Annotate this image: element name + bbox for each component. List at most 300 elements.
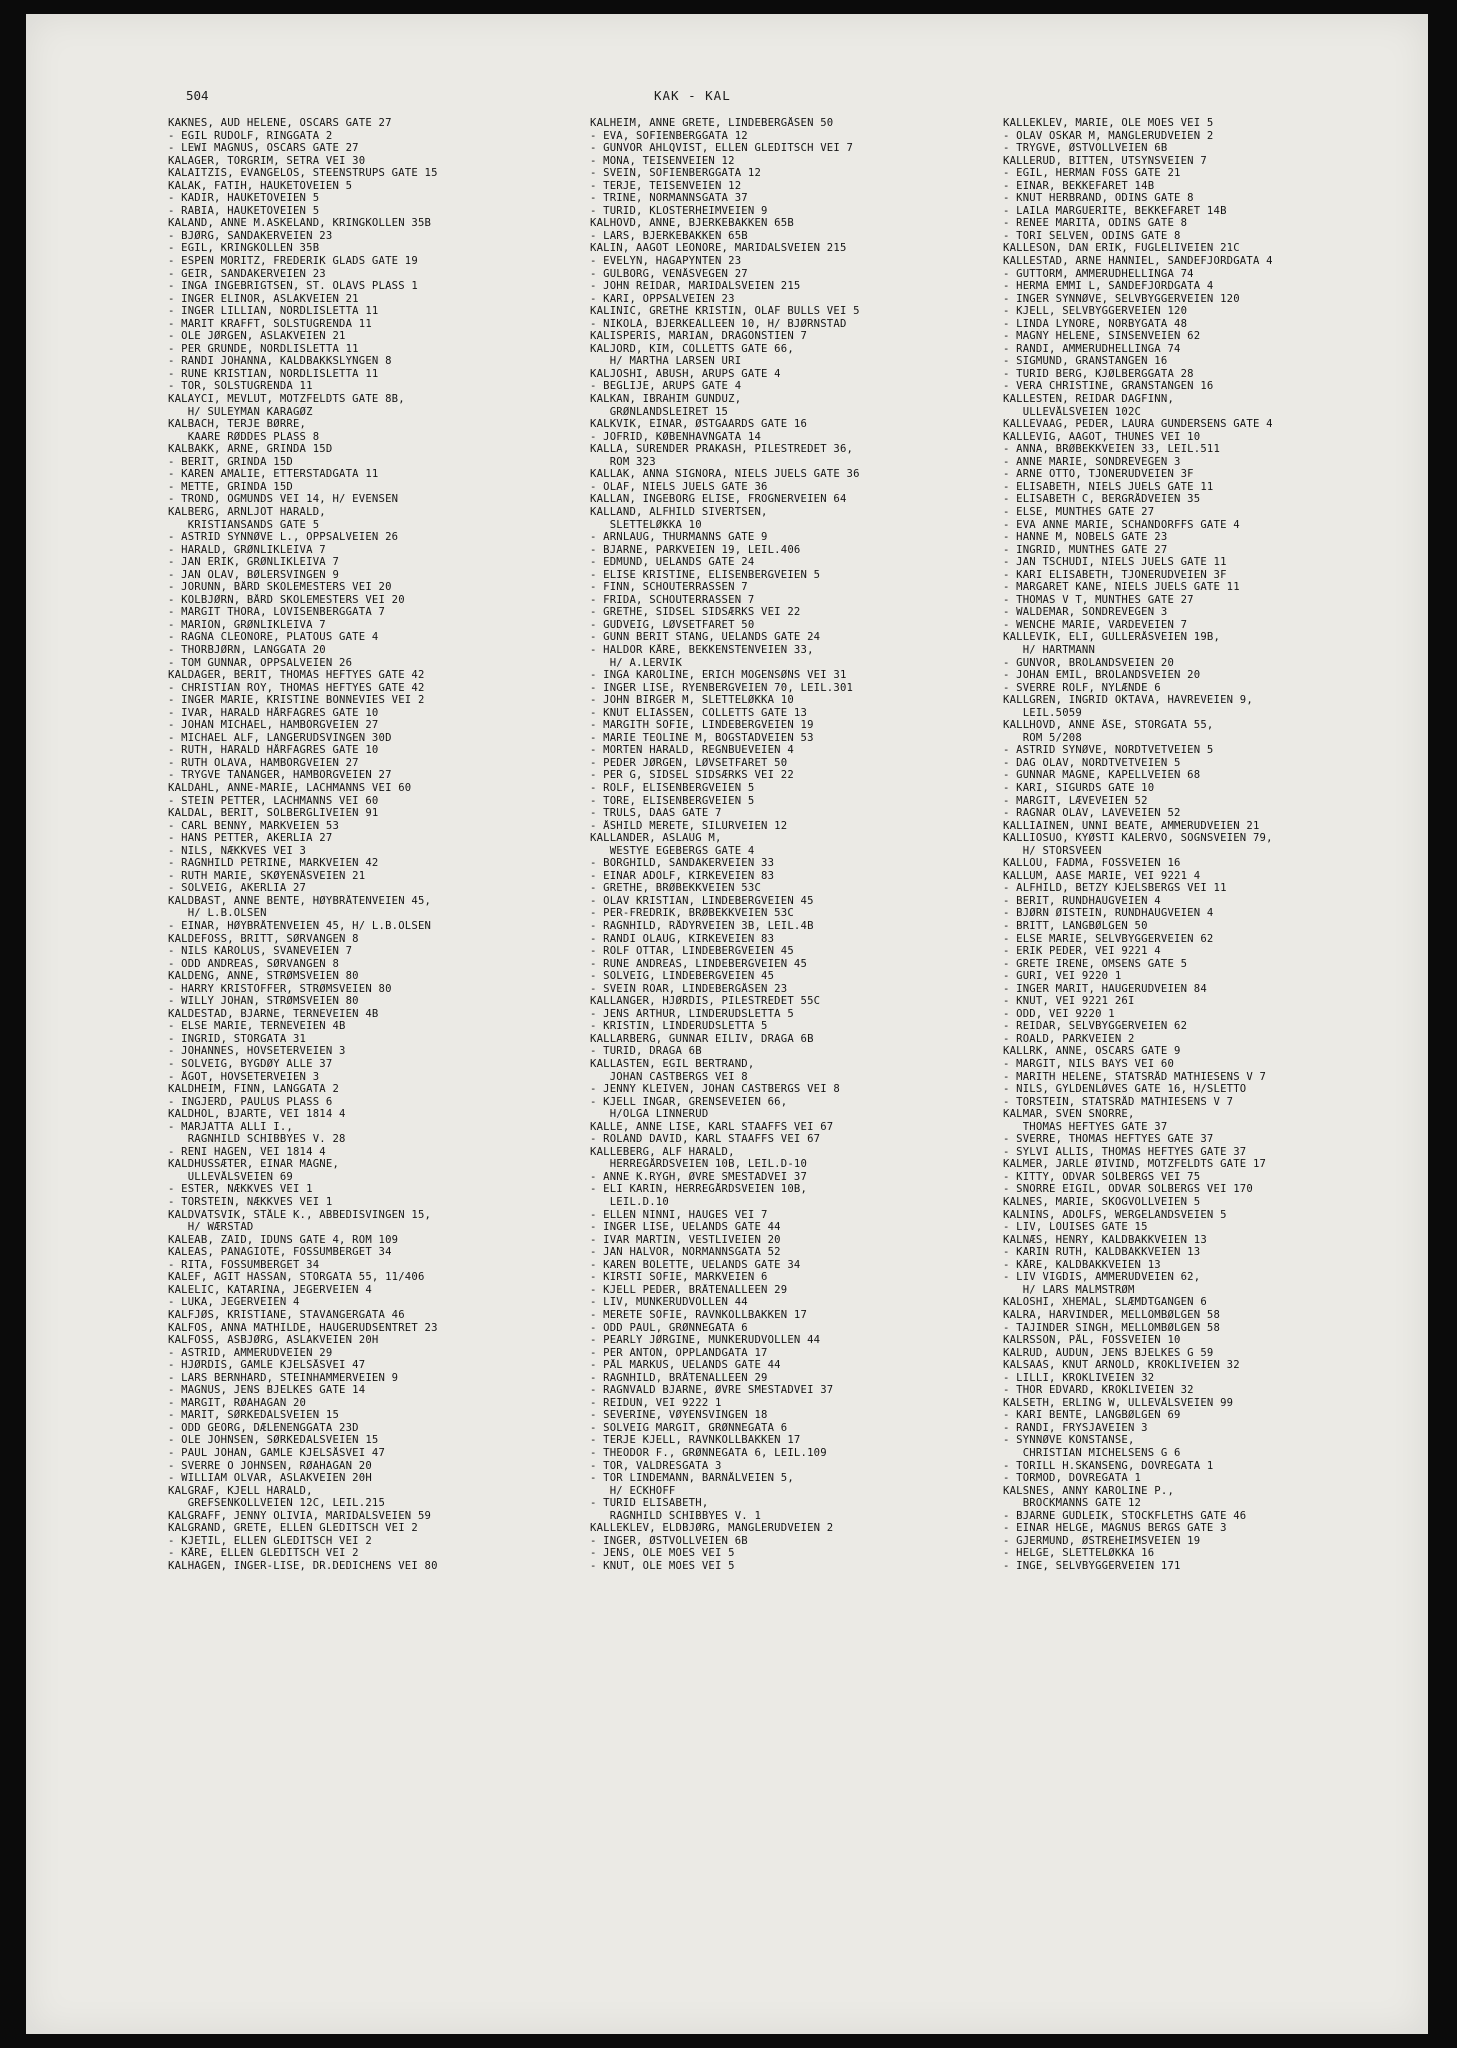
directory-entry: HERREGÅRDSVEIEN 10B, LEIL.D-10 [590, 1158, 808, 1171]
directory-entry: - TURID BERG, KJØLBERGGATA 28 [1003, 367, 1194, 380]
directory-entry: - SIGMUND, GRANSTANGEN 16 [1003, 355, 1168, 368]
directory-entry: - ELI KARIN, HERREGÅRDSVEIEN 10B, [590, 1183, 808, 1196]
directory-entry: KALLASTEN, EGIL BERTRAND, [590, 1058, 755, 1071]
directory-entry: - INGER LILLIAN, NORDLISLETTA 11 [168, 305, 379, 318]
directory-entry: - OLAF, NIELS JUELS GATE 36 [590, 480, 768, 493]
directory-entry: KALLEVIG, AAGOT, THUNES VEI 10 [1003, 430, 1201, 443]
directory-entry: KALSNES, ANNY KAROLINE P., [1003, 1484, 1175, 1497]
directory-entry: - HELGE, SLETTELØKKA 16 [1003, 1547, 1155, 1560]
directory-entry: - ASTRID SYNNØVE L., OPPSALVEIEN 26 [168, 531, 399, 544]
directory-entry: H/ ECKHOFF [590, 1484, 676, 1497]
directory-entry: - HANNE M, NOBELS GATE 23 [1003, 531, 1168, 544]
directory-entry: - WILLIAM OLVAR, ASLAKVEIEN 20H [168, 1472, 372, 1485]
directory-entry: - MORTEN HARALD, REGNBUEVEIEN 4 [590, 744, 794, 757]
directory-entry: - JOFRID, KØBENHAVNGATA 14 [590, 430, 762, 443]
directory-entry: - SYLVI ALLIS, THOMAS HEFTYES GATE 37 [1003, 1145, 1247, 1158]
directory-entry: - OLE JØRGEN, ASLAKVEIEN 21 [168, 330, 346, 343]
directory-entry: - INGJERD, PAULUS PLASS 6 [168, 1095, 333, 1108]
directory-entry: - KRISTIN, LINDERUDSLETTA 5 [590, 1020, 768, 1033]
directory-entry: - MARGIT THORA, LOVISENBERGGATA 7 [168, 606, 386, 619]
directory-entry: - KNUT, VEI 9221 26I [1003, 995, 1135, 1008]
directory-entry: - ANNE MARIE, SONDREVEGEN 3 [1003, 455, 1181, 468]
directory-entry: KALDVATSVIK, STÅLE K., ABBEDISVINGEN 15, [168, 1208, 432, 1221]
directory-entry: - GJERMUND, ØSTREHEIMSVEIEN 19 [1003, 1534, 1201, 1547]
directory-entry: - KARIN RUTH, KALDBAKKVEIEN 13 [1003, 1246, 1201, 1259]
directory-entry: - ROALD, PARKVEIEN 2 [1003, 1032, 1135, 1045]
directory-entry: - JENS ARTHUR, LINDERUDSLETTA 5 [590, 1007, 794, 1020]
directory-entry: - FINN, SCHOUTERRASSEN 7 [590, 581, 748, 594]
directory-entry: - INGRID, MUNTHES GATE 27 [1003, 543, 1168, 556]
directory-entry: H/ A.LERVIK [590, 656, 683, 669]
directory-entry: - IVAR, HARALD HÅRFAGRES GATE 10 [168, 706, 379, 719]
directory-entry: - LARS BERNHARD, STEINHAMMERVEIEN 9 [168, 1371, 399, 1384]
directory-entry: KALFJØS, KRISTIANE, STAVANGERGATA 46 [168, 1308, 405, 1321]
directory-entry: KALAGER, TORGRIM, SETRA VEI 30 [168, 154, 366, 167]
directory-entry: KALBAKK, ARNE, GRINDA 15D [168, 443, 333, 456]
directory-entry: - ÅSHILD MERETE, SILURVEIEN 12 [590, 819, 788, 832]
directory-entry: - KÅRE, ELLEN GLEDITSCH VEI 2 [168, 1547, 359, 1560]
directory-entry: - THORBJØRN, LANGGATA 20 [168, 643, 326, 656]
directory-entry: - GRETE IRENE, OMSENS GATE 5 [1003, 957, 1188, 970]
directory-entry: - MARGIT, RØAHAGAN 20 [168, 1396, 307, 1409]
directory-entry: H/ HARTMANN [1003, 643, 1096, 656]
directory-entry: - SVERRE O JOHNSEN, RØAHAGAN 20 [168, 1459, 372, 1472]
directory-entry: - KADIR, HAUKETOVEIEN 5 [168, 192, 320, 205]
directory-entry: - LIV, LOUISES GATE 15 [1003, 1221, 1148, 1234]
directory-entry: KALLHOVD, ANNE ÅSE, STORGATA 55, [1003, 719, 1214, 732]
directory-entry: - JAN TSCHUDI, NIELS JUELS GATE 11 [1003, 556, 1227, 569]
directory-entry: - BJARNE GUDLEIK, STOCKFLETHS GATE 46 [1003, 1509, 1247, 1522]
directory-entry: - EINAR, HØYBRÅTENVEIEN 45, H/ L.B.OLSEN [168, 920, 432, 932]
directory-entry: KALLGREN, INGRID OKTAVA, HAVREVEIEN 9, [1003, 694, 1253, 707]
directory-entry: - TAJINDER SINGH, MELLOMBØLGEN 58 [1003, 1321, 1221, 1334]
directory-entry: - EINAR HELGE, MAGNUS BERGS GATE 3 [1003, 1522, 1227, 1535]
directory-entry: - WENCHE MARIE, VARDEVEIEN 7 [1003, 618, 1188, 631]
directory-entry: KALIN, AAGOT LEONORE, MARIDALSVEIEN 215 [590, 242, 847, 255]
directory-entry: KALNES, MARIE, SKOGVOLLVEIEN 5 [1003, 1196, 1201, 1209]
directory-entry: - RANDI JOHANNA, KALDBAKKSLYNGEN 8 [168, 355, 392, 368]
directory-entry: KALAK, FATIH, HAUKETOVEIEN 5 [168, 179, 353, 192]
directory-entry: KALSETH, ERLING W, ULLEVÅLSVEIEN 99 [1003, 1396, 1234, 1409]
directory-entry: - HARRY KRISTOFFER, STRØMSVEIEN 80 [168, 982, 392, 995]
directory-entry: KALLIOSUO, KYØSTI KALERVO, SOGNSVEIEN 79, [1003, 832, 1273, 845]
directory-entry: KALDAGER, BERIT, THOMAS HEFTYES GATE 42 [168, 669, 425, 682]
directory-entry: - TRYGVE TANANGER, HAMBORGVEIEN 27 [168, 769, 392, 782]
directory-entry: - ALFHILD, BETZY KJELSBERGS VEI 11 [1003, 882, 1227, 895]
directory-entry: - TERJE KJELL, RAVNKOLLBAKKEN 17 [590, 1434, 801, 1447]
directory-entry: - MAGNUS, JENS BJELKES GATE 14 [168, 1384, 366, 1397]
directory-entry: - THEODOR F., GRØNNEGATA 6, LEIL.109 [590, 1446, 827, 1459]
directory-entry: - ELISE KRISTINE, ELISENBERGVEIEN 5 [590, 568, 821, 581]
directory-entry: - TOM GUNNAR, OPPSALVEIEN 26 [168, 656, 353, 669]
directory-entry: - EGIL, KRINGKOLLEN 35B [168, 242, 320, 255]
directory-entry: - INGRID, STORGATA 31 [168, 1032, 307, 1045]
directory-entry: - ELISABETH, NIELS JUELS GATE 11 [1003, 480, 1214, 493]
directory-entry: KALJOSHI, ABUSH, ARUPS GATE 4 [590, 367, 781, 380]
directory-entry: - LUKA, JEGERVEIEN 4 [168, 1296, 300, 1309]
directory-entry: - PAUL JOHAN, GAMLE KJELSÅSVEI 47 [168, 1446, 386, 1459]
directory-entry: KALBACH, TERJE BØRRE, [168, 418, 307, 431]
directory-entry: - KARI, SIGURDS GATE 10 [1003, 781, 1155, 794]
directory-entry: - THOR EDVARD, KROKLIVEIEN 32 [1003, 1384, 1194, 1397]
directory-entry: - CARL BENNY, MARKVEIEN 53 [168, 819, 340, 832]
directory-entry: - BERIT, GRINDA 15D [168, 455, 293, 468]
directory-entry: - KARI ELISABETH, TJONERUDVEIEN 3F [1003, 568, 1227, 581]
directory-entry: RAGNHILD SCHIBBYES V. 1 [590, 1509, 762, 1522]
directory-entry: - SOLVEIG, AKERLIA 27 [168, 882, 307, 895]
directory-entry: - EVELYN, HAGAPYNTEN 23 [590, 255, 742, 268]
directory-entry: - TRYGVE, ØSTVOLLVEIEN 6B [1003, 142, 1168, 155]
directory-entry: GREFSENKOLLVEIEN 12C, LEIL.215 [168, 1497, 386, 1510]
directory-entry: KALLEVAAG, PEDER, LAURA GUNDERSENS GATE 4 [1003, 418, 1273, 431]
directory-entry: KALRA, HARVINDER, MELLOMBØLGEN 58 [1003, 1308, 1221, 1321]
directory-entry: - NILS KAROLUS, SVANEVEIEN 7 [168, 945, 353, 958]
directory-entry: - VERA CHRISTINE, GRANSTANGEN 16 [1003, 380, 1214, 393]
directory-entry: - GULBORG, VENÅSVEGEN 27 [590, 267, 748, 280]
directory-entry: WESTYE EGEBERGS GATE 4 [590, 844, 755, 857]
directory-entry: KALDHUSSÆTER, EINAR MAGNE, [168, 1158, 340, 1171]
directory-entry: - KNUT HERBRAND, ODINS GATE 8 [1003, 192, 1194, 205]
directory-entry: KALLOU, FADMA, FOSSVEIEN 16 [1003, 857, 1181, 870]
directory-entry: - ESTER, NÆKKVES VEI 1 [168, 1183, 313, 1196]
directory-column-2 [590, 117, 1010, 1572]
directory-entry: - PER GRUNDE, NORDLISLETTA 11 [168, 342, 359, 355]
directory-entry: - KÅRE, KALDBAKKVEIEN 13 [1003, 1258, 1161, 1271]
directory-entry: - PER G, SIDSEL SIDSÆRKS VEI 22 [590, 769, 794, 782]
directory-entry: - WILLY JOHAN, STRØMSVEIEN 80 [168, 995, 359, 1008]
directory-entry: - NILS, NÆKKVES VEI 3 [168, 844, 307, 857]
directory-entry: - BJARNE, PARKVEIEN 19, LEIL.406 [590, 543, 801, 556]
directory-entry: KALLA, SURENDER PRAKASH, PILESTREDET 36, [590, 443, 854, 456]
directory-entry: - RAGNA CLEONORE, PLATOUS GATE 4 [168, 631, 379, 644]
directory-entry: - KAREN BOLETTE, UELANDS GATE 34 [590, 1258, 801, 1271]
directory-entry: - KOLBJØRN, BÅRD SKOLEMESTERS VEI 20 [168, 593, 405, 606]
directory-entry: - TERJE, TEISENVEIEN 12 [590, 179, 742, 192]
directory-entry: - GUNVOR AHLQVIST, ELLEN GLEDITSCH VEI 7 [590, 142, 854, 155]
directory-entry: KALMER, JARLE ØIVIND, MOTZFELDTS GATE 17 [1003, 1158, 1267, 1171]
directory-entry: - ARNE OTTO, TJONERUDVEIEN 3F [1003, 468, 1194, 481]
directory-entry: - JAN HALVOR, NORMANNSGATA 52 [590, 1246, 781, 1259]
directory-entry: - RAGNHILD, RÅDYRVEIEN 3B, LEIL.4B [590, 920, 814, 932]
directory-entry: - JENNY KLEIVEN, JOHAN CASTBERGS VEI 8 [590, 1083, 840, 1096]
directory-entry: ULLEVÅLSVEIEN 69 [168, 1170, 293, 1183]
directory-entry: KALMAR, SVEN SNORRE, [1003, 1108, 1135, 1121]
directory-entry: KALISPERIS, MARIAN, DRAGONSTIEN 7 [590, 330, 808, 343]
directory-entry: - OLAV KRISTIAN, LINDEBERGVEIEN 45 [590, 894, 814, 907]
directory-entry: - SYNNØVE KONSTANSE, [1003, 1434, 1135, 1447]
directory-entry: - JOHAN MICHAEL, HAMBORGVEIEN 27 [168, 719, 379, 732]
directory-entry: - KARI BENTE, LANGBØLGEN 69 [1003, 1409, 1181, 1422]
directory-entry: - THOMAS V T, MUNTHES GATE 27 [1003, 593, 1194, 606]
directory-entry: KALKAN, IBRAHIM GUNDUZ, [590, 393, 742, 406]
directory-entry: - EDMUND, UELANDS GATE 24 [590, 556, 755, 569]
directory-entry: KALAYCI, MEVLUT, MOTZFELDTS GATE 8B, [168, 393, 405, 406]
directory-entry: - MARITH HELENE, STATSRÅD MATHIESENS V 7 [1003, 1070, 1267, 1083]
directory-entry: - EGIL RUDOLF, RINGGATA 2 [168, 129, 333, 142]
directory-entry: - TORI SELVEN, ODINS GATE 8 [1003, 229, 1181, 242]
directory-entry: - LINDA LYNORE, NORBYGATA 48 [1003, 317, 1188, 330]
directory-entry: - KNUT, OLE MOES VEI 5 [590, 1559, 735, 1572]
directory-entry: - TOR LINDEMANN, BARNÅLVEIEN 5, [590, 1472, 794, 1485]
directory-entry: - TRULS, DAAS GATE 7 [590, 807, 722, 820]
directory-entry: - IVAR MARTIN, VESTLIVEIEN 20 [590, 1233, 781, 1246]
directory-entry: - EGIL, HERMAN FOSS GATE 21 [1003, 167, 1181, 180]
directory-entry: - MARGITH SOFIE, LINDEBERGVEIEN 19 [590, 719, 814, 732]
directory-entry: - PER ANTON, OPPLANDGATA 17 [590, 1346, 768, 1359]
directory-entry: - EVA ANNE MARIE, SCHANDORFFS GATE 4 [1003, 518, 1240, 531]
directory-entry: - TURID, DRAGA 6B [590, 1045, 702, 1058]
directory-entry: - ROLF OTTAR, LINDEBERGVEIEN 45 [590, 945, 794, 958]
directory-entry: KALOSHI, XHEMAL, SLÆMDTGANGEN 6 [1003, 1296, 1207, 1309]
directory-entry: KALGRAFF, JENNY OLIVIA, MARIDALSVEIEN 59 [168, 1509, 432, 1522]
directory-entry: - TORMOD, DOVREGATA 1 [1003, 1472, 1142, 1485]
directory-entry: - FRIDA, SCHOUTERRASSEN 7 [590, 593, 755, 606]
directory-entry: - TORSTEIN, NÆKKVES VEI 1 [168, 1196, 333, 1209]
directory-entry: - ASTRID SYNØVE, NORDTVETVEIEN 5 [1003, 744, 1214, 757]
directory-entry: KALEF, AGIT HASSAN, STORGATA 55, 11/406 [168, 1271, 425, 1284]
directory-entry: - RUNE KRISTIAN, NORDLISLETTA 11 [168, 367, 379, 380]
directory-entry: - RAGNVALD BJARNE, ØVRE SMESTADVEI 37 [590, 1384, 834, 1397]
directory-entry: KALAITZIS, EVANGELOS, STEENSTRUPS GATE 15 [168, 167, 438, 180]
directory-entry: - JAN OLAV, BØLERSVINGEN 9 [168, 568, 340, 581]
directory-entry: KALINIC, GRETHE KRISTIN, OLAF BULLS VEI 5 [590, 305, 860, 318]
directory-entry: - HARALD, GRØNLIKLEIVA 7 [168, 543, 326, 556]
directory-entry: KALLESON, DAN ERIK, FUGLELIVEIEN 21C [1003, 242, 1240, 255]
directory-entry: - ÅGOT, HOVSETERVEIEN 3 [168, 1070, 320, 1083]
directory-entry: - JORUNN, BÅRD SKOLEMESTERS VEI 20 [168, 581, 392, 594]
directory-entry: - INGA INGEBRIGTSEN, ST. OLAVS PLASS 1 [168, 280, 418, 293]
directory-entry: - RUTH OLAVA, HAMBORGVEIEN 27 [168, 756, 359, 769]
directory-entry: - RENEE MARITA, ODINS GATE 8 [1003, 217, 1188, 230]
directory-entry: - RABIA, HAUKETOVEIEN 5 [168, 204, 320, 217]
directory-entry: - RUTH, HARALD HÅRFAGRES GATE 10 [168, 744, 379, 757]
directory-entry: KALLEKLEV, MARIE, OLE MOES VEI 5 [1003, 117, 1214, 129]
directory-entry: - KJETIL, ELLEN GLEDITSCH VEI 2 [168, 1534, 372, 1547]
directory-entry: - ARNLAUG, THURMANNS GATE 9 [590, 531, 768, 544]
directory-entry: - RAGNHILD PETRINE, MARKVEIEN 42 [168, 857, 379, 870]
directory-entry: - ODD PAUL, GRØNNEGATA 6 [590, 1321, 748, 1334]
directory-entry: - LIV VIGDIS, AMMERUDVEIEN 62, [1003, 1271, 1201, 1284]
directory-entry: - MAGNY HELENE, SINSENVEIEN 62 [1003, 330, 1201, 343]
directory-column-3 [1003, 117, 1423, 1572]
directory-entry: KALDAHL, ANNE-MARIE, LACHMANNS VEI 60 [168, 781, 412, 794]
directory-entry: - GUTTORM, AMMERUDHELLINGA 74 [1003, 267, 1194, 280]
directory-entry: - JOHN BIRGER M, SLETTELØKKA 10 [590, 694, 794, 707]
directory-entry: - JOHANNES, HOVSETERVEIEN 3 [168, 1045, 346, 1058]
directory-entry: KALLAN, INGEBORG ELISE, FROGNERVEIEN 64 [590, 493, 847, 506]
directory-entry: - LILLI, KROKLIVEIEN 32 [1003, 1371, 1155, 1384]
directory-entry: KALRUD, AUDUN, JENS BJELKES G 59 [1003, 1346, 1214, 1359]
directory-entry: KALLE, ANNE LISE, KARL STAAFFS VEI 67 [590, 1120, 834, 1133]
directory-entry: H/ SULEYMAN KARAGØZ [168, 405, 313, 418]
directory-entry: - SVERRE, THOMAS HEFTYES GATE 37 [1003, 1133, 1214, 1146]
directory-entry: - ERIK PEDER, VEI 9221 4 [1003, 945, 1161, 958]
directory-entry: - ODD GEORG, DÆLENENGGATA 23D [168, 1421, 359, 1434]
directory-entry: - MERETE SOFIE, RAVNKOLLBAKKEN 17 [590, 1308, 808, 1321]
directory-entry: KALLEVIK, ELI, GULLERÅSVEIEN 19B, [1003, 631, 1221, 644]
directory-entry: - INGER LISE, UELANDS GATE 44 [590, 1221, 781, 1234]
directory-entry: - DAG OLAV, NORDTVETVEIEN 5 [1003, 756, 1181, 769]
directory-entry: - KAREN AMALIE, ETTERSTADGATA 11 [168, 468, 379, 481]
directory-entry: - TRINE, NORMANNSGATA 37 [590, 192, 748, 205]
directory-entry: H/ L.B.OLSEN [168, 907, 267, 920]
directory-entry: LEIL.5059 [1003, 706, 1082, 719]
directory-entry: - TOR, VALDRESGATA 3 [590, 1459, 722, 1472]
directory-entry: - BEGLIJE, ARUPS GATE 4 [590, 380, 742, 393]
directory-entry: - TURID, KLOSTERHEIMVEIEN 9 [590, 204, 768, 217]
directory-entry: - LIV, MUNKERUDVOLLEN 44 [590, 1296, 748, 1309]
running-head: KAK - KAL [654, 88, 731, 103]
directory-entry: - OLAV OSKAR M, MANGLERUDVEIEN 2 [1003, 129, 1214, 142]
directory-entry: - LARS, BJERKEBAKKEN 65B [590, 229, 748, 242]
directory-entry: - INGER SYNNØVE, SELVBYGGERVEIEN 120 [1003, 292, 1240, 305]
directory-entry: - RITA, FOSSUMBERGET 34 [168, 1258, 320, 1271]
directory-entry: H/ STORSVEEN [1003, 844, 1102, 857]
directory-entry: KAKNES, AUD HELENE, OSCARS GATE 27 [168, 117, 392, 129]
directory-entry: - MARIT, SØRKEDALSVEIEN 15 [168, 1409, 340, 1422]
directory-entry: - TOR, SOLSTUGRENDA 11 [168, 380, 313, 393]
directory-entry: - KJELL INGAR, GRENSEVEIEN 66, [590, 1095, 788, 1108]
directory-entry: KRISTIANSANDS GATE 5 [168, 518, 320, 531]
directory-entry: - MONA, TEISENVEIEN 12 [590, 154, 735, 167]
directory-entry: - HALDOR KÅRE, BEKKENSTENVEIEN 33, [590, 643, 814, 656]
directory-page [26, 14, 1428, 2034]
directory-entry: - ROLF, ELISENBERGVEIEN 5 [590, 781, 755, 794]
directory-entry: KALLAND, ALFHILD SIVERTSEN, [590, 505, 768, 518]
directory-entry: KALLEBERG, ALF HARALD, [590, 1145, 735, 1158]
directory-entry: - JAN ERIK, GRØNLIKLEIVA 7 [168, 556, 340, 569]
directory-entry: - KIRSTI SOFIE, MARKVEIEN 6 [590, 1271, 768, 1284]
directory-entry: - RANDI OLAUG, KIRKEVEIEN 83 [590, 932, 775, 945]
directory-column-1 [168, 117, 588, 1572]
directory-entry: - GRETHE, SIDSEL SIDSÆRKS VEI 22 [590, 606, 801, 619]
directory-entry: - JOHAN EMIL, BROLANDSVEIEN 20 [1003, 669, 1201, 682]
directory-entry: KALEAB, ZAID, IDUNS GATE 4, ROM 109 [168, 1233, 399, 1246]
directory-entry: - CHRISTIAN ROY, THOMAS HEFTYES GATE 42 [168, 681, 425, 694]
directory-entry: KALFOS, ANNA MATHILDE, HAUGERUDSENTRET 23 [168, 1321, 438, 1334]
directory-entry: KALLARBERG, GUNNAR EILIV, DRAGA 6B [590, 1032, 814, 1045]
directory-entry: KALDHEIM, FINN, LANGGATA 2 [168, 1083, 340, 1096]
directory-entry: - MARIE TEOLINE M, BOGSTADVEIEN 53 [590, 731, 814, 744]
page-header [26, 88, 1428, 108]
directory-entry: - GURI, VEI 9220 1 [1003, 970, 1122, 983]
directory-entry: - KJELL, SELVBYGGERVEIEN 120 [1003, 305, 1188, 318]
directory-entry: - RAGNAR OLAV, LAVEVEIEN 52 [1003, 807, 1181, 820]
directory-entry: - LAILA MARGUERITE, BEKKEFARET 14B [1003, 204, 1227, 217]
directory-entry: - INGER, ØSTVOLLVEIEN 6B [590, 1534, 748, 1547]
directory-entry: KALNÆS, HENRY, KALDBAKKVEIEN 13 [1003, 1233, 1207, 1246]
directory-entry: JOHAN CASTBERGS VEI 8 [590, 1070, 748, 1083]
directory-entry: - LEWI MAGNUS, OSCARS GATE 27 [168, 142, 359, 155]
directory-entry: - ASTRID, AMMERUDVEIEN 29 [168, 1346, 333, 1359]
directory-entry: - BJØRG, SANDAKERVEIEN 23 [168, 229, 333, 242]
directory-entry: CHRISTIAN MICHELSENS G 6 [1003, 1446, 1181, 1459]
directory-entry: KALLRK, ANNE, OSCARS GATE 9 [1003, 1045, 1181, 1058]
directory-entry: - ELSE MARIE, TERNEVEIEN 4B [168, 1020, 346, 1033]
directory-entry: - PEARLY JØRGINE, MUNKERUDVOLLEN 44 [590, 1334, 821, 1347]
directory-entry: KALHEIM, ANNE GRETE, LINDEBERGÅSEN 50 [590, 117, 834, 129]
directory-entry: - SOLVEIG, LINDEBERGVEIEN 45 [590, 970, 775, 983]
directory-entry: LEIL.D.10 [590, 1196, 669, 1209]
directory-entry: - BJØRN ØISTEIN, RUNDHAUGVEIEN 4 [1003, 907, 1214, 920]
directory-entry: - MARJATTA ALLI I., [168, 1120, 293, 1133]
directory-entry: KALDHOL, BJARTE, VEI 1814 4 [168, 1108, 346, 1121]
directory-entry: H/OLGA LINNERUD [590, 1108, 709, 1121]
directory-entry: - GUDVEIG, LØVSETFARET 50 [590, 618, 755, 631]
directory-entry: - GEIR, SANDAKERVEIEN 23 [168, 267, 326, 280]
directory-entry: - PER-FREDRIK, BRØBEKKVEIEN 53C [590, 907, 794, 920]
directory-entry: - MARION, GRØNLIKLEIVA 7 [168, 618, 326, 631]
directory-entry: - METTE, GRINDA 15D [168, 480, 293, 493]
directory-entry: KALRSSON, PÅL, FOSSVEIEN 10 [1003, 1334, 1181, 1347]
directory-entry: KALEAS, PANAGIOTE, FOSSUMBERGET 34 [168, 1246, 392, 1259]
directory-entry: KALKVIK, EINAR, ØSTGAARDS GATE 16 [590, 418, 808, 431]
directory-entry: - INGE, SELVBYGGERVEIEN 171 [1003, 1559, 1181, 1572]
directory-entry: - REIDAR, SELVBYGGERVEIEN 62 [1003, 1020, 1188, 1033]
directory-entry: - GUNNAR MAGNE, KAPELLVEIEN 68 [1003, 769, 1201, 782]
directory-entry: KALLAK, ANNA SIGNORA, NIELS JUELS GATE 36 [590, 468, 860, 481]
directory-entry: KALFOSS, ASBJØRG, ASLAKVEIEN 20H [168, 1334, 379, 1347]
directory-entry: KALELIC, KATARINA, JEGERVEIEN 4 [168, 1283, 372, 1296]
directory-entry: - OLE JOHNSEN, SØRKEDALSVEIEN 15 [168, 1434, 379, 1447]
directory-entry: - HJØRDIS, GAMLE KJELSÅSVEI 47 [168, 1359, 366, 1372]
directory-entry: - TROND, OGMUNDS VEI 14, H/ EVENSEN [168, 493, 399, 506]
directory-entry: - TORSTEIN, STATSRÅD MATHIESENS V 7 [1003, 1095, 1234, 1108]
directory-entry: - RAGNHILD, BRÅTENALLEEN 29 [590, 1371, 768, 1384]
directory-entry: - PÅL MARKUS, UELANDS GATE 44 [590, 1359, 781, 1372]
directory-entry: - EVA, SOFIENBERGGATA 12 [590, 129, 748, 142]
directory-entry: - HANS PETTER, AKERLIA 27 [168, 832, 333, 845]
directory-entry: - ELLEN NINNI, HAUGES VEI 7 [590, 1208, 768, 1221]
directory-entry: KALLESTAD, ARNE HANNIEL, SANDEFJORDGATA 4 [1003, 255, 1273, 268]
directory-entry: - RENI HAGEN, VEI 1814 4 [168, 1145, 326, 1158]
directory-entry: - SEVERINE, VØYENSVINGEN 18 [590, 1409, 768, 1422]
directory-entry: - INGER MARIE, KRISTINE BONNEVIES VEI 2 [168, 694, 425, 707]
directory-entry: - MARGIT, NILS BAYS VEI 60 [1003, 1058, 1175, 1071]
directory-entry: - INGA KAROLINE, ERICH MOGENSØNS VEI 31 [590, 669, 847, 682]
directory-entry: KALDAL, BERIT, SOLBERGLIVEIEN 91 [168, 807, 379, 820]
page-number: 504 [186, 88, 209, 103]
directory-entry: - ROLAND DAVID, KARL STAAFFS VEI 67 [590, 1133, 821, 1146]
directory-entry: - MARIT KRAFFT, SOLSTUGRENDA 11 [168, 317, 372, 330]
directory-entry: - RUNE ANDREAS, LINDEBERGVEIEN 45 [590, 957, 808, 970]
directory-entry: KALGRAND, GRETE, ELLEN GLEDITSCH VEI 2 [168, 1522, 418, 1535]
directory-entry: - BRITT, LANGBØLGEN 50 [1003, 920, 1148, 932]
directory-entry: KALNINS, ADOLFS, WERGELANDSVEIEN 5 [1003, 1208, 1227, 1221]
directory-entry: KALLUM, AASE MARIE, VEI 9221 4 [1003, 869, 1201, 882]
directory-entry: ROM 5/208 [1003, 731, 1082, 744]
directory-entry: - ESPEN MORITZ, FREDERIK GLADS GATE 19 [168, 255, 418, 268]
directory-entry: - NIKOLA, BJERKEALLEEN 10, H/ BJØRNSTAD [590, 317, 847, 330]
directory-entry: KALDENG, ANNE, STRØMSVEIEN 80 [168, 970, 359, 983]
directory-entry: KALLANDER, ASLAUG M, [590, 832, 722, 845]
directory-entry: - SOLVEIG, BYGDØY ALLE 37 [168, 1058, 333, 1071]
directory-entry: - ODD, VEI 9220 1 [1003, 1007, 1115, 1020]
directory-entry: KALLESTEN, REIDAR DAGFINN, [1003, 393, 1175, 406]
directory-entry: - PEDER JØRGEN, LØVSETFARET 50 [590, 756, 788, 769]
directory-entry: ULLEVÅLSVEIEN 102C [1003, 405, 1142, 418]
directory-entry: KALBERG, ARNLJOT HARALD, [168, 505, 326, 518]
directory-entry: - GRETHE, BRØBEKKVEIEN 53C [590, 882, 762, 895]
directory-entry: - EINAR, BEKKEFARET 14B [1003, 179, 1155, 192]
directory-entry: - RANDI, FRYSJAVEIEN 3 [1003, 1421, 1148, 1434]
directory-entry: - ELSE MARIE, SELVBYGGERVEIEN 62 [1003, 932, 1214, 945]
directory-entry: - INGER ELINOR, ASLAKVEIEN 21 [168, 292, 359, 305]
directory-entry: - TORILL H.SKANSENG, DOVREGATA 1 [1003, 1459, 1214, 1472]
directory-entry: - GUNVOR, BROLANDSVEIEN 20 [1003, 656, 1175, 669]
directory-entry: KALLEKLEV, ELDBJØRG, MANGLERUDVEIEN 2 [590, 1522, 834, 1535]
directory-entry: KALJORD, KIM, COLLETTS GATE 66, [590, 342, 794, 355]
